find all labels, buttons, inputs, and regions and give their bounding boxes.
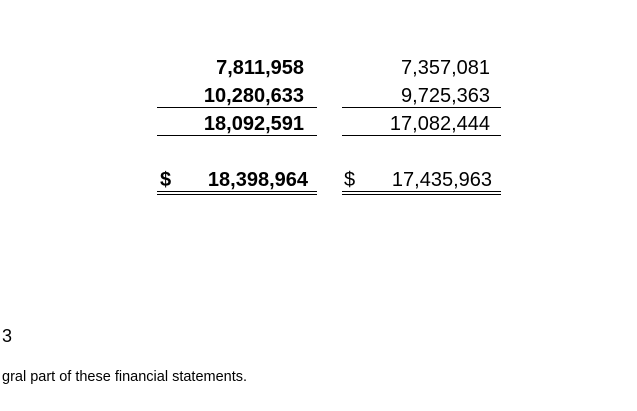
current-year-subtotal-value: 18,092,591: [203, 113, 304, 135]
prior-year-total-currency: $: [344, 169, 356, 191]
prior-year-line1-value: 7,357,081: [401, 57, 490, 79]
prior-year-total: [344, 168, 492, 192]
current-year-total-value: 18,398,964: [207, 169, 308, 191]
footnote: gral part of these financial statements.: [2, 369, 248, 385]
current-year-line1-value: 7,811,958: [216, 57, 304, 79]
prior-year-subtotal-value: 17,082,444: [389, 113, 490, 135]
current-year-subtotal-rule: [157, 107, 317, 108]
current-year-subtotal-underline: [157, 135, 317, 136]
prior-year-subtotal-underline: [342, 135, 501, 136]
prior-year-line2-value: 9,725,363: [401, 85, 490, 107]
current-year-total-double-rule: [157, 191, 317, 195]
current-year-line2-value: 10,280,633: [203, 85, 304, 107]
current-year-total-currency: $: [160, 169, 172, 191]
prior-year-total-value: 17,435,963: [391, 169, 492, 191]
prior-year-total-double-rule: [342, 191, 501, 195]
page-number: 3: [2, 326, 13, 346]
current-year-total: [160, 168, 308, 192]
prior-year-subtotal-rule: [342, 107, 501, 108]
